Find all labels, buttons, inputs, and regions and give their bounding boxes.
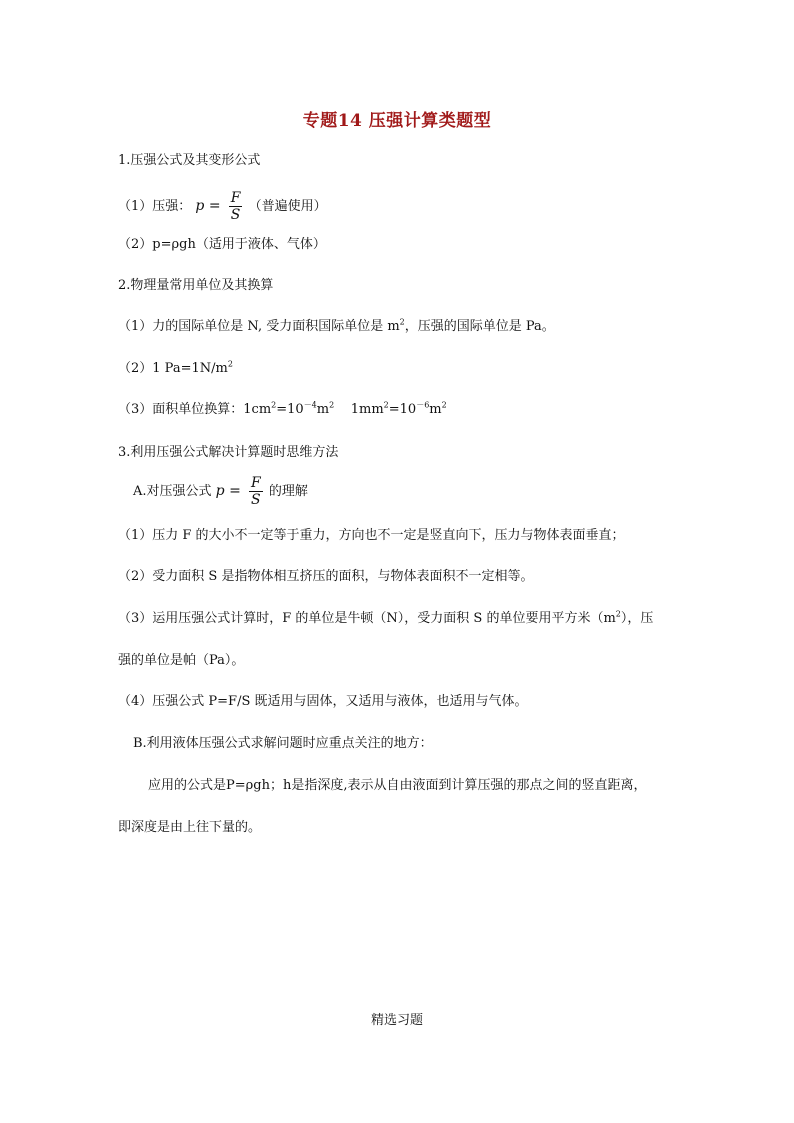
point-3-text-b: ），压 [620,611,654,626]
understanding-numerator: F [250,475,261,491]
unit-line-3-a: （3）面积单位换算：1cm [118,402,272,417]
unit-line-3-sup3: 2 [329,400,335,410]
understanding-denominator: S [251,492,261,508]
unit-line-3-sup5: －6 [416,400,430,410]
page-title: 专题14 压强计算类题型 [302,111,492,131]
point-2: （2）受力面积 S 是指物体相互挤压的面积，与物体表面积不一定相等。 [118,569,534,584]
unit-line-2-text: （2）1 Pa=1N/m [118,361,228,376]
fraction-numerator: F [230,190,241,206]
formula-suffix: （普遍使用） [248,199,327,214]
unit-line-3-sup1: 2 [271,400,277,410]
unit-line-3-sup2: －4 [303,400,317,410]
unit-line-1-sup: 2 [399,317,405,327]
section-2-heading: 2.物理量常用单位及其换算 [118,278,274,293]
point-4: （4）压强公式 P=F/S 既适用与固体，又适用与液体，也适用与气体。 [118,694,528,709]
point-1: （1）压力 F 的大小不一定等于重力，方向也不一定是竖直向下，压力与物体表面垂直； [118,528,625,543]
formula-pressure-line [118,190,327,223]
unit-line-3-sup6: 2 [441,400,447,410]
understanding-suffix: 的理解 [268,484,308,499]
section-3-heading: 3.利用压强公式解决计算题时思维方法 [118,445,339,460]
point-3-line-2: 强的单位是帕（Pa）。 [118,653,245,668]
understanding-p: p = [215,483,241,499]
section-1-heading: 1.压强公式及其变形公式 [118,153,261,168]
unit-line-2-sup: 2 [227,359,233,369]
point-3-sup: 2 [615,609,621,619]
unit-line-1-text-a: （1）力的国际单位是 N, 受力面积国际单位是 m [118,319,400,334]
formula-fraction [229,190,243,223]
understanding-fraction [249,475,263,508]
formula-prefix: （1）压强： [118,199,192,214]
unit-line-1 [118,318,555,336]
point-3-text-a: （3）运用压强公式计算时，F 的单位是牛顿（N），受力面积 S 的单位要用平方米（m [118,611,616,626]
unit-line-3 [118,401,447,419]
unit-line-3-c: m [316,402,330,417]
understanding-prefix: A.对压强公式 [133,484,212,499]
unit-line-3-f: m [429,402,442,417]
unit-line-3-b: =10 [276,402,304,417]
unit-line-3-e: =10 [388,402,417,417]
formula-understanding-line [133,475,308,508]
liquid-note-line-1: 应用的公式是P=ρgh；h是指深度,表示从自由液面到计算压强的那点之间的竖直距离， [148,778,647,793]
unit-line-3-sup4: 2 [383,400,389,410]
formula-p: p = [195,198,221,214]
unit-line-3-d: 1mm [334,402,384,417]
footer-heading: 精选习题 [370,1013,423,1028]
section-b-heading: B.利用液体压强公式求解问题时应重点关注的地方： [133,736,433,751]
liquid-note-line-2: 即深度是由上往下量的。 [118,820,262,835]
unit-line-1-text-b: ，压强的国际单位是 Pa。 [404,319,555,334]
fraction-denominator: S [230,207,241,223]
formula-liquid-line: （2）p=ρgh（适用于液体、气体） [118,237,326,252]
unit-line-2 [118,360,233,378]
point-3-line-1 [118,610,653,628]
